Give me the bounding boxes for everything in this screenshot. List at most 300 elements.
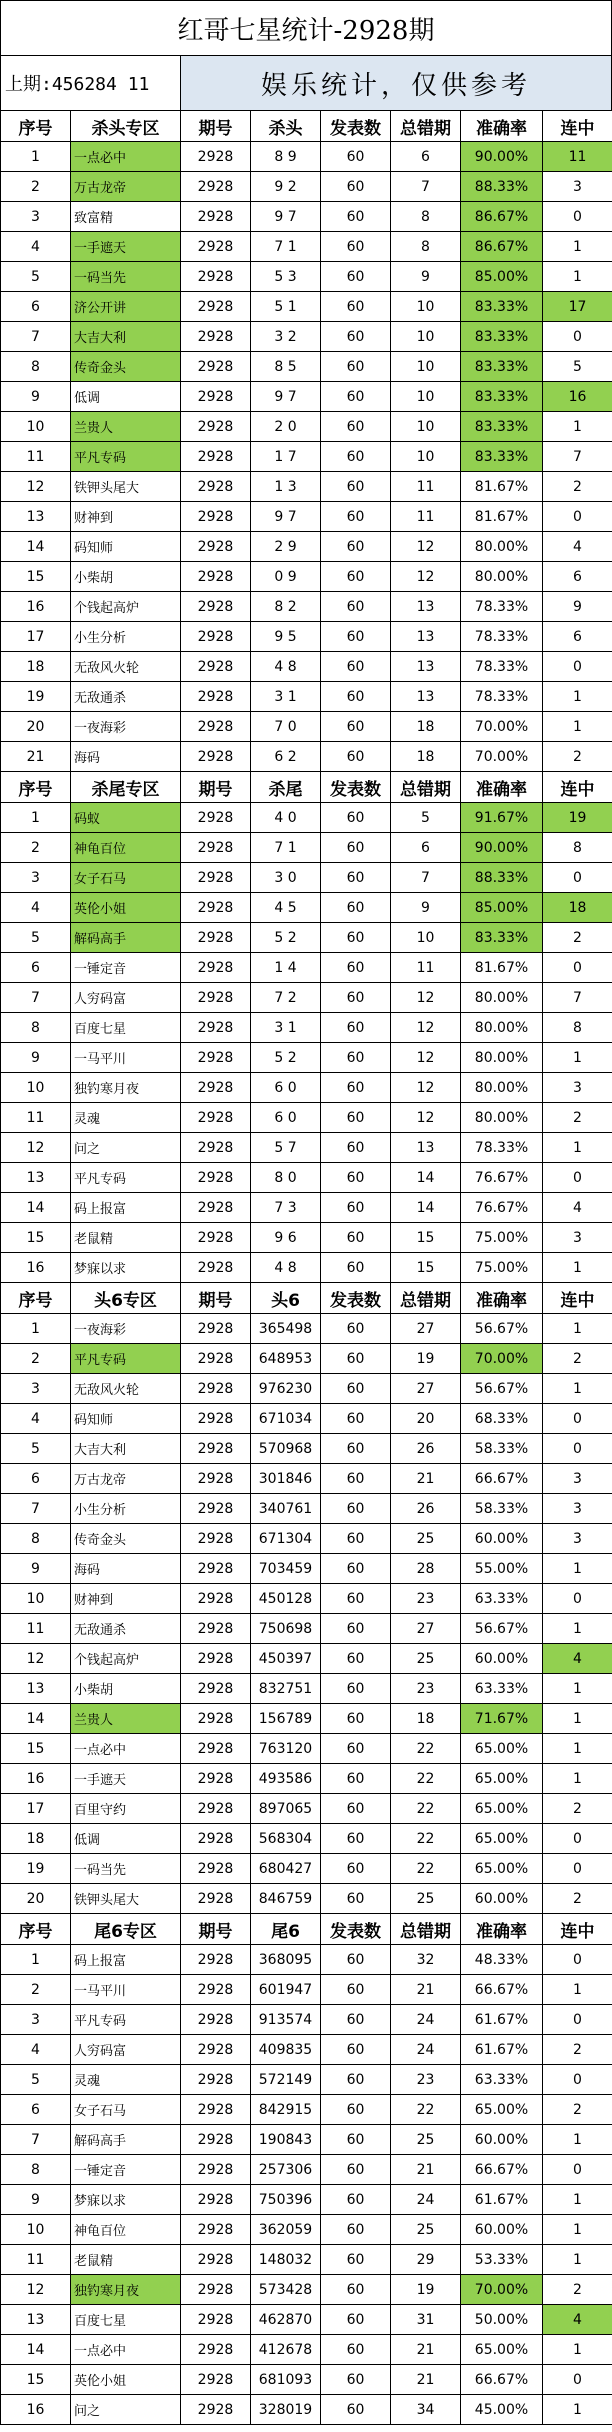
cell-period: 2928 xyxy=(181,712,251,742)
table-row xyxy=(1,893,612,923)
cell-streak: 2 xyxy=(543,2035,612,2065)
cell-pick: 570968 xyxy=(251,1434,321,1464)
cell-published: 60 xyxy=(321,1945,391,1975)
table-row xyxy=(1,1584,612,1614)
cell-period: 2928 xyxy=(181,1524,251,1554)
cell-accuracy: 56.67% xyxy=(461,1614,543,1644)
table-row xyxy=(1,2275,612,2305)
cell-published: 60 xyxy=(321,1614,391,1644)
column-header-streak: 连中 xyxy=(543,111,612,142)
cell-rank: 9 xyxy=(1,2185,71,2215)
cell-rank: 3 xyxy=(1,2005,71,2035)
cell-rank: 2 xyxy=(1,172,71,202)
cell-pick: 462870 xyxy=(251,2305,321,2335)
cell-total-misses: 13 xyxy=(391,682,461,712)
cell-rank: 18 xyxy=(1,652,71,682)
cell-total-misses: 21 xyxy=(391,1464,461,1494)
cell-pick: 2 9 xyxy=(251,532,321,562)
cell-pick: 763120 xyxy=(251,1734,321,1764)
cell-total-misses: 12 xyxy=(391,1043,461,1073)
cell-streak: 1 xyxy=(543,1734,612,1764)
cell-rank: 15 xyxy=(1,562,71,592)
table-row xyxy=(1,2365,612,2395)
cell-published: 60 xyxy=(321,2275,391,2305)
cell-rank: 4 xyxy=(1,2035,71,2065)
cell-accuracy: 78.33% xyxy=(461,682,543,712)
cell-period: 2928 xyxy=(181,532,251,562)
cell-published: 60 xyxy=(321,412,391,442)
cell-accuracy: 91.67% xyxy=(461,803,543,833)
column-header-name: 头6专区 xyxy=(71,1283,181,1314)
cell-total-misses: 10 xyxy=(391,412,461,442)
cell-pick: 671034 xyxy=(251,1404,321,1434)
cell-total-misses: 27 xyxy=(391,1374,461,1404)
cell-name: 无敌通杀 xyxy=(71,682,181,712)
cell-accuracy: 61.67% xyxy=(461,2185,543,2215)
cell-published: 60 xyxy=(321,1824,391,1854)
cell-streak: 5 xyxy=(543,352,612,382)
table-row xyxy=(1,502,612,532)
cell-streak: 2 xyxy=(543,1884,612,1914)
cell-streak: 2 xyxy=(543,1103,612,1133)
cell-rank: 16 xyxy=(1,2395,71,2425)
cell-published: 60 xyxy=(321,202,391,232)
cell-published: 60 xyxy=(321,502,391,532)
cell-period: 2928 xyxy=(181,1374,251,1404)
cell-published: 60 xyxy=(321,1434,391,1464)
cell-accuracy: 66.67% xyxy=(461,2365,543,2395)
cell-total-misses: 28 xyxy=(391,1554,461,1584)
cell-pick: 9 7 xyxy=(251,502,321,532)
cell-streak: 1 xyxy=(543,2215,612,2245)
cell-published: 60 xyxy=(321,1704,391,1734)
cell-streak: 1 xyxy=(543,682,612,712)
cell-pick: 7 1 xyxy=(251,833,321,863)
cell-rank: 11 xyxy=(1,442,71,472)
cell-pick: 897065 xyxy=(251,1794,321,1824)
cell-streak: 1 xyxy=(543,1253,612,1283)
column-header-pick: 头6 xyxy=(251,1283,321,1314)
cell-published: 60 xyxy=(321,1494,391,1524)
cell-rank: 15 xyxy=(1,1223,71,1253)
table-row xyxy=(1,1314,612,1344)
cell-streak: 1 xyxy=(543,1674,612,1704)
cell-published: 60 xyxy=(321,1644,391,1674)
cell-total-misses: 21 xyxy=(391,2155,461,2185)
cell-streak: 1 xyxy=(543,1975,612,2005)
table-row xyxy=(1,1464,612,1494)
cell-streak: 4 xyxy=(543,1193,612,1223)
cell-accuracy: 66.67% xyxy=(461,1464,543,1494)
sub-header xyxy=(0,55,612,110)
table-row xyxy=(1,352,612,382)
table-row xyxy=(1,1824,612,1854)
cell-accuracy: 70.00% xyxy=(461,712,543,742)
cell-name: 解码高手 xyxy=(71,2125,181,2155)
column-header-total-misses: 总错期 xyxy=(391,1914,461,1945)
table-row xyxy=(1,1013,612,1043)
column-header-streak: 连中 xyxy=(543,1283,612,1314)
cell-name: 码知师 xyxy=(71,1404,181,1434)
cell-pick: 913574 xyxy=(251,2005,321,2035)
column-header-total-misses: 总错期 xyxy=(391,1283,461,1314)
cell-published: 60 xyxy=(321,1133,391,1163)
cell-name: 码蚁 xyxy=(71,803,181,833)
cell-published: 60 xyxy=(321,442,391,472)
cell-pick: 681093 xyxy=(251,2365,321,2395)
table-row xyxy=(1,1434,612,1464)
cell-accuracy: 76.67% xyxy=(461,1193,543,1223)
table-row xyxy=(1,322,612,352)
cell-streak: 0 xyxy=(543,652,612,682)
cell-pick: 5 7 xyxy=(251,1133,321,1163)
cell-pick: 1 7 xyxy=(251,442,321,472)
cell-accuracy: 65.00% xyxy=(461,1734,543,1764)
cell-streak: 1 xyxy=(543,2185,612,2215)
column-header-pick: 杀尾 xyxy=(251,772,321,803)
cell-published: 60 xyxy=(321,1404,391,1434)
cell-accuracy: 63.33% xyxy=(461,1674,543,1704)
cell-total-misses: 10 xyxy=(391,352,461,382)
cell-period: 2928 xyxy=(181,2185,251,2215)
column-header-name: 杀尾专区 xyxy=(71,772,181,803)
cell-pick: 365498 xyxy=(251,1314,321,1344)
table-row xyxy=(1,1193,612,1223)
cell-published: 60 xyxy=(321,1314,391,1344)
cell-period: 2928 xyxy=(181,742,251,772)
cell-total-misses: 21 xyxy=(391,1975,461,2005)
cell-period: 2928 xyxy=(181,292,251,322)
cell-total-misses: 21 xyxy=(391,2335,461,2365)
cell-name: 万古龙帝 xyxy=(71,1464,181,1494)
cell-name: 一码当先 xyxy=(71,1854,181,1884)
cell-name: 神龟百位 xyxy=(71,833,181,863)
table-row xyxy=(1,1674,612,1704)
table-row xyxy=(1,2185,612,2215)
cell-streak: 2 xyxy=(543,1794,612,1824)
disclaimer-banner: 娱乐统计，仅供参考 xyxy=(181,56,611,110)
cell-pick: 5 3 xyxy=(251,262,321,292)
cell-published: 60 xyxy=(321,142,391,172)
cell-published: 60 xyxy=(321,1764,391,1794)
table-row xyxy=(1,1494,612,1524)
cell-pick: 8 0 xyxy=(251,1163,321,1193)
table-row xyxy=(1,1133,612,1163)
cell-total-misses: 18 xyxy=(391,712,461,742)
cell-published: 60 xyxy=(321,1163,391,1193)
cell-period: 2928 xyxy=(181,1464,251,1494)
cell-rank: 4 xyxy=(1,1404,71,1434)
cell-streak: 8 xyxy=(543,833,612,863)
cell-published: 60 xyxy=(321,1884,391,1914)
column-header-streak: 连中 xyxy=(543,772,612,803)
cell-period: 2928 xyxy=(181,1404,251,1434)
cell-total-misses: 12 xyxy=(391,1013,461,1043)
cell-period: 2928 xyxy=(181,2005,251,2035)
cell-accuracy: 65.00% xyxy=(461,1764,543,1794)
cell-accuracy: 60.00% xyxy=(461,2215,543,2245)
cell-period: 2928 xyxy=(181,2215,251,2245)
cell-name: 解码高手 xyxy=(71,923,181,953)
cell-rank: 5 xyxy=(1,1434,71,1464)
cell-name: 码上报富 xyxy=(71,1193,181,1223)
cell-name: 一马平川 xyxy=(71,1975,181,2005)
cell-period: 2928 xyxy=(181,2245,251,2275)
cell-published: 60 xyxy=(321,592,391,622)
cell-rank: 4 xyxy=(1,893,71,923)
table-row xyxy=(1,1163,612,1193)
cell-period: 2928 xyxy=(181,1644,251,1674)
cell-period: 2928 xyxy=(181,863,251,893)
column-header-period: 期号 xyxy=(181,1283,251,1314)
cell-accuracy: 60.00% xyxy=(461,2125,543,2155)
cell-total-misses: 19 xyxy=(391,2275,461,2305)
cell-period: 2928 xyxy=(181,622,251,652)
cell-name: 小柴胡 xyxy=(71,1674,181,1704)
cell-pick: 9 7 xyxy=(251,382,321,412)
cell-rank: 7 xyxy=(1,1494,71,1524)
cell-rank: 4 xyxy=(1,232,71,262)
cell-rank: 1 xyxy=(1,803,71,833)
cell-published: 60 xyxy=(321,2005,391,2035)
cell-period: 2928 xyxy=(181,322,251,352)
cell-published: 60 xyxy=(321,1013,391,1043)
cell-rank: 8 xyxy=(1,1013,71,1043)
cell-period: 2928 xyxy=(181,2395,251,2425)
cell-rank: 2 xyxy=(1,1975,71,2005)
cell-total-misses: 20 xyxy=(391,1404,461,1434)
cell-published: 60 xyxy=(321,1073,391,1103)
cell-accuracy: 85.00% xyxy=(461,262,543,292)
cell-streak: 1 xyxy=(543,1764,612,1794)
cell-name: 问之 xyxy=(71,1133,181,1163)
cell-rank: 15 xyxy=(1,1734,71,1764)
cell-period: 2928 xyxy=(181,1494,251,1524)
cell-total-misses: 27 xyxy=(391,1314,461,1344)
cell-total-misses: 25 xyxy=(391,1884,461,1914)
cell-pick: 450397 xyxy=(251,1644,321,1674)
cell-pick: 257306 xyxy=(251,2155,321,2185)
column-header-rank: 序号 xyxy=(1,1914,71,1945)
cell-total-misses: 31 xyxy=(391,2305,461,2335)
cell-total-misses: 25 xyxy=(391,1644,461,1674)
cell-accuracy: 78.33% xyxy=(461,622,543,652)
cell-accuracy: 58.33% xyxy=(461,1434,543,1464)
cell-period: 2928 xyxy=(181,592,251,622)
cell-period: 2928 xyxy=(181,412,251,442)
cell-period: 2928 xyxy=(181,502,251,532)
cell-name: 百里守约 xyxy=(71,1794,181,1824)
cell-pick: 680427 xyxy=(251,1854,321,1884)
stats-table xyxy=(0,110,612,2425)
cell-name: 传奇金头 xyxy=(71,1524,181,1554)
table-row xyxy=(1,1704,612,1734)
cell-pick: 7 2 xyxy=(251,983,321,1013)
cell-name: 一锤定音 xyxy=(71,953,181,983)
cell-period: 2928 xyxy=(181,2095,251,2125)
cell-period: 2928 xyxy=(181,352,251,382)
cell-pick: 976230 xyxy=(251,1374,321,1404)
cell-name: 老鼠精 xyxy=(71,1223,181,1253)
cell-total-misses: 21 xyxy=(391,2365,461,2395)
table-row xyxy=(1,262,612,292)
cell-rank: 1 xyxy=(1,142,71,172)
column-header-published: 发表数 xyxy=(321,1283,391,1314)
cell-streak: 0 xyxy=(543,953,612,983)
cell-pick: 368095 xyxy=(251,1945,321,1975)
cell-total-misses: 11 xyxy=(391,953,461,983)
cell-rank: 16 xyxy=(1,1253,71,1283)
cell-total-misses: 25 xyxy=(391,2125,461,2155)
cell-name: 独钓寒月夜 xyxy=(71,1073,181,1103)
cell-period: 2928 xyxy=(181,2365,251,2395)
cell-rank: 11 xyxy=(1,2245,71,2275)
cell-published: 60 xyxy=(321,1584,391,1614)
cell-rank: 9 xyxy=(1,382,71,412)
cell-period: 2928 xyxy=(181,382,251,412)
cell-streak: 3 xyxy=(543,1073,612,1103)
table-row xyxy=(1,1524,612,1554)
cell-name: 百度七星 xyxy=(71,2305,181,2335)
cell-period: 2928 xyxy=(181,1764,251,1794)
cell-published: 60 xyxy=(321,1374,391,1404)
cell-name: 大吉大利 xyxy=(71,322,181,352)
cell-total-misses: 12 xyxy=(391,1073,461,1103)
table-row xyxy=(1,712,612,742)
cell-period: 2928 xyxy=(181,1854,251,1884)
cell-total-misses: 14 xyxy=(391,1193,461,1223)
cell-pick: 4 0 xyxy=(251,803,321,833)
table-row xyxy=(1,232,612,262)
cell-accuracy: 53.33% xyxy=(461,2245,543,2275)
cell-name: 女子石马 xyxy=(71,2095,181,2125)
cell-pick: 750698 xyxy=(251,1614,321,1644)
cell-total-misses: 34 xyxy=(391,2395,461,2425)
table-row xyxy=(1,682,612,712)
cell-streak: 2 xyxy=(543,923,612,953)
cell-rank: 20 xyxy=(1,1884,71,1914)
cell-published: 60 xyxy=(321,1854,391,1884)
cell-name: 码上报富 xyxy=(71,1945,181,1975)
cell-pick: 832751 xyxy=(251,1674,321,1704)
cell-streak: 0 xyxy=(543,1404,612,1434)
cell-name: 铁钾头尾大 xyxy=(71,472,181,502)
cell-published: 60 xyxy=(321,893,391,923)
cell-accuracy: 83.33% xyxy=(461,382,543,412)
cell-name: 人穷码富 xyxy=(71,2035,181,2065)
cell-name: 一手遮天 xyxy=(71,1764,181,1794)
table-row xyxy=(1,622,612,652)
cell-accuracy: 65.00% xyxy=(461,1854,543,1884)
table-row xyxy=(1,1734,612,1764)
cell-streak: 2 xyxy=(543,2095,612,2125)
cell-published: 60 xyxy=(321,1253,391,1283)
cell-rank: 6 xyxy=(1,1464,71,1494)
cell-period: 2928 xyxy=(181,1734,251,1764)
cell-accuracy: 65.00% xyxy=(461,1824,543,1854)
cell-total-misses: 6 xyxy=(391,142,461,172)
cell-pick: 7 0 xyxy=(251,712,321,742)
cell-rank: 3 xyxy=(1,863,71,893)
cell-pick: 7 1 xyxy=(251,232,321,262)
cell-accuracy: 83.33% xyxy=(461,292,543,322)
cell-name: 兰贵人 xyxy=(71,412,181,442)
cell-accuracy: 76.67% xyxy=(461,1163,543,1193)
cell-published: 60 xyxy=(321,1524,391,1554)
cell-name: 老鼠精 xyxy=(71,2245,181,2275)
cell-rank: 9 xyxy=(1,1043,71,1073)
table-row xyxy=(1,923,612,953)
cell-streak: 0 xyxy=(543,1584,612,1614)
cell-total-misses: 23 xyxy=(391,1584,461,1614)
cell-streak: 0 xyxy=(543,1163,612,1193)
cell-accuracy: 80.00% xyxy=(461,532,543,562)
cell-published: 60 xyxy=(321,382,391,412)
cell-total-misses: 24 xyxy=(391,2185,461,2215)
cell-accuracy: 61.67% xyxy=(461,2035,543,2065)
cell-name: 英伦小姐 xyxy=(71,2365,181,2395)
cell-published: 60 xyxy=(321,1975,391,2005)
cell-rank: 3 xyxy=(1,202,71,232)
cell-streak: 6 xyxy=(543,622,612,652)
cell-total-misses: 23 xyxy=(391,2065,461,2095)
cell-rank: 7 xyxy=(1,322,71,352)
cell-rank: 1 xyxy=(1,1945,71,1975)
column-header-rank: 序号 xyxy=(1,111,71,142)
cell-name: 一夜海彩 xyxy=(71,712,181,742)
cell-period: 2928 xyxy=(181,803,251,833)
cell-total-misses: 19 xyxy=(391,1344,461,1374)
cell-streak: 3 xyxy=(543,172,612,202)
cell-rank: 2 xyxy=(1,833,71,863)
cell-pick: 3 2 xyxy=(251,322,321,352)
cell-accuracy: 66.67% xyxy=(461,2155,543,2185)
cell-published: 60 xyxy=(321,562,391,592)
column-header-published: 发表数 xyxy=(321,1914,391,1945)
cell-streak: 1 xyxy=(543,2395,612,2425)
cell-rank: 13 xyxy=(1,502,71,532)
cell-period: 2928 xyxy=(181,142,251,172)
cell-published: 60 xyxy=(321,1043,391,1073)
table-row xyxy=(1,1764,612,1794)
cell-name: 码知师 xyxy=(71,532,181,562)
cell-period: 2928 xyxy=(181,2035,251,2065)
section-header-row xyxy=(1,1283,612,1314)
section-header-row xyxy=(1,772,612,803)
stats-table-body xyxy=(1,111,612,2425)
cell-accuracy: 80.00% xyxy=(461,1013,543,1043)
cell-streak: 8 xyxy=(543,1013,612,1043)
table-row xyxy=(1,1253,612,1283)
cell-total-misses: 22 xyxy=(391,1764,461,1794)
cell-rank: 20 xyxy=(1,712,71,742)
table-row xyxy=(1,2335,612,2365)
cell-rank: 5 xyxy=(1,2065,71,2095)
cell-streak: 17 xyxy=(543,292,612,322)
cell-total-misses: 22 xyxy=(391,2095,461,2125)
table-row xyxy=(1,1644,612,1674)
cell-published: 60 xyxy=(321,712,391,742)
column-header-published: 发表数 xyxy=(321,111,391,142)
cell-pick: 9 6 xyxy=(251,1223,321,1253)
cell-period: 2928 xyxy=(181,472,251,502)
cell-published: 60 xyxy=(321,1554,391,1584)
cell-rank: 1 xyxy=(1,1314,71,1344)
table-row xyxy=(1,2065,612,2095)
cell-period: 2928 xyxy=(181,1073,251,1103)
section-header-row xyxy=(1,1914,612,1945)
table-row xyxy=(1,1794,612,1824)
